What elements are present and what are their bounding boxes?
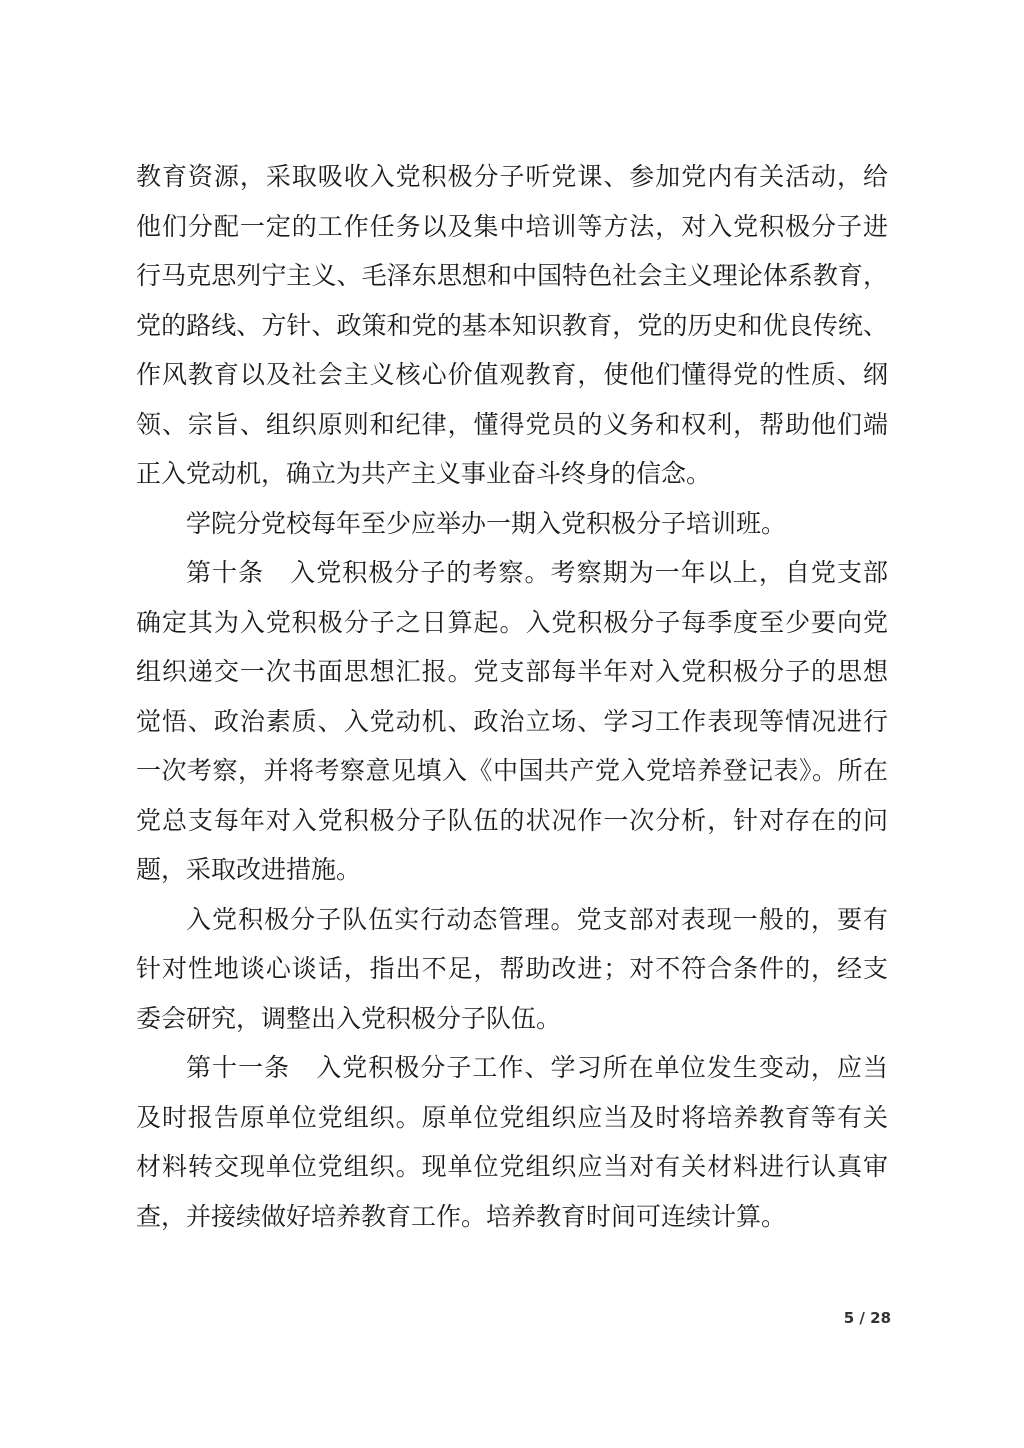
paragraph-4-line-1: 入党积极分子队伍实行动态管理。党支部对表现一般的，要有 <box>186 905 888 934</box>
paragraph-1-line-5: 作风教育以及社会主义核心价值观教育，使他们懂得党的性质、纲 <box>136 360 888 389</box>
paragraph-2-line-1: 学院分党校每年至少应举办一期入党积极分子培训班。 <box>186 509 787 538</box>
paragraph-1-line-4: 党的路线、方针、政策和党的基本知识教育，党的历史和优良传统、 <box>136 311 888 340</box>
paragraph-4-line-3: 委会研究，调整出入党积极分子队伍。 <box>136 1004 562 1033</box>
article-11-line-2: 及时报告原单位党组织。原单位党组织应当及时将培养教育等有关 <box>136 1103 888 1132</box>
paragraph-1-line-6: 领、宗旨、组织原则和纪律，懂得党员的义务和权利，帮助他们端 <box>136 410 888 439</box>
paragraph-4-line-2: 针对性地谈心谈话，指出不足，帮助改进；对不符合条件的，经支 <box>136 954 888 983</box>
article-11-line-1: 第十一条 入党积极分子工作、学习所在单位发生变动，应当 <box>186 1053 888 1082</box>
article-10-line-7: 题，采取改进措施。 <box>136 855 362 884</box>
paragraph-1-line-3: 行马克思列宁主义、毛泽东思想和中国特色社会主义理论体系教育， <box>136 261 888 290</box>
article-10-line-3: 组织递交一次书面思想汇报。党支部每半年对入党积极分子的思想 <box>136 657 888 686</box>
article-11-line-3: 材料转交现单位党组织。现单位党组织应当对有关材料进行认真审 <box>136 1152 888 1181</box>
paragraph-1-line-7: 正入党动机，确立为共产主义事业奋斗终身的信念。 <box>136 459 712 488</box>
article-10-line-1: 第十条 入党积极分子的考察。考察期为一年以上，自党支部 <box>186 558 888 587</box>
article-10-line-6: 党总支每年对入党积极分子队伍的状况作一次分析，针对存在的问 <box>136 806 888 835</box>
article-10-line-5: 一次考察，并将考察意见填入《中国共产党入党培养登记表》。所在 <box>136 756 888 785</box>
article-11-line-4: 查，并接续做好培养教育工作。培养教育时间可连续计算。 <box>136 1202 787 1231</box>
page-number: 5 / 28 <box>843 1309 891 1327</box>
article-10-line-4: 觉悟、政治素质、入党动机、政治立场、学习工作表现等情况进行 <box>136 707 888 736</box>
paragraph-1-line-2: 他们分配一定的工作任务以及集中培训等方法，对入党积极分子进 <box>136 212 888 241</box>
article-10-line-2: 确定其为入党积极分子之日算起。入党积极分子每季度至少要向党 <box>136 608 888 637</box>
paragraph-1-line-1: 教育资源，采取吸收入党积极分子听党课、参加党内有关活动，给 <box>136 162 888 191</box>
